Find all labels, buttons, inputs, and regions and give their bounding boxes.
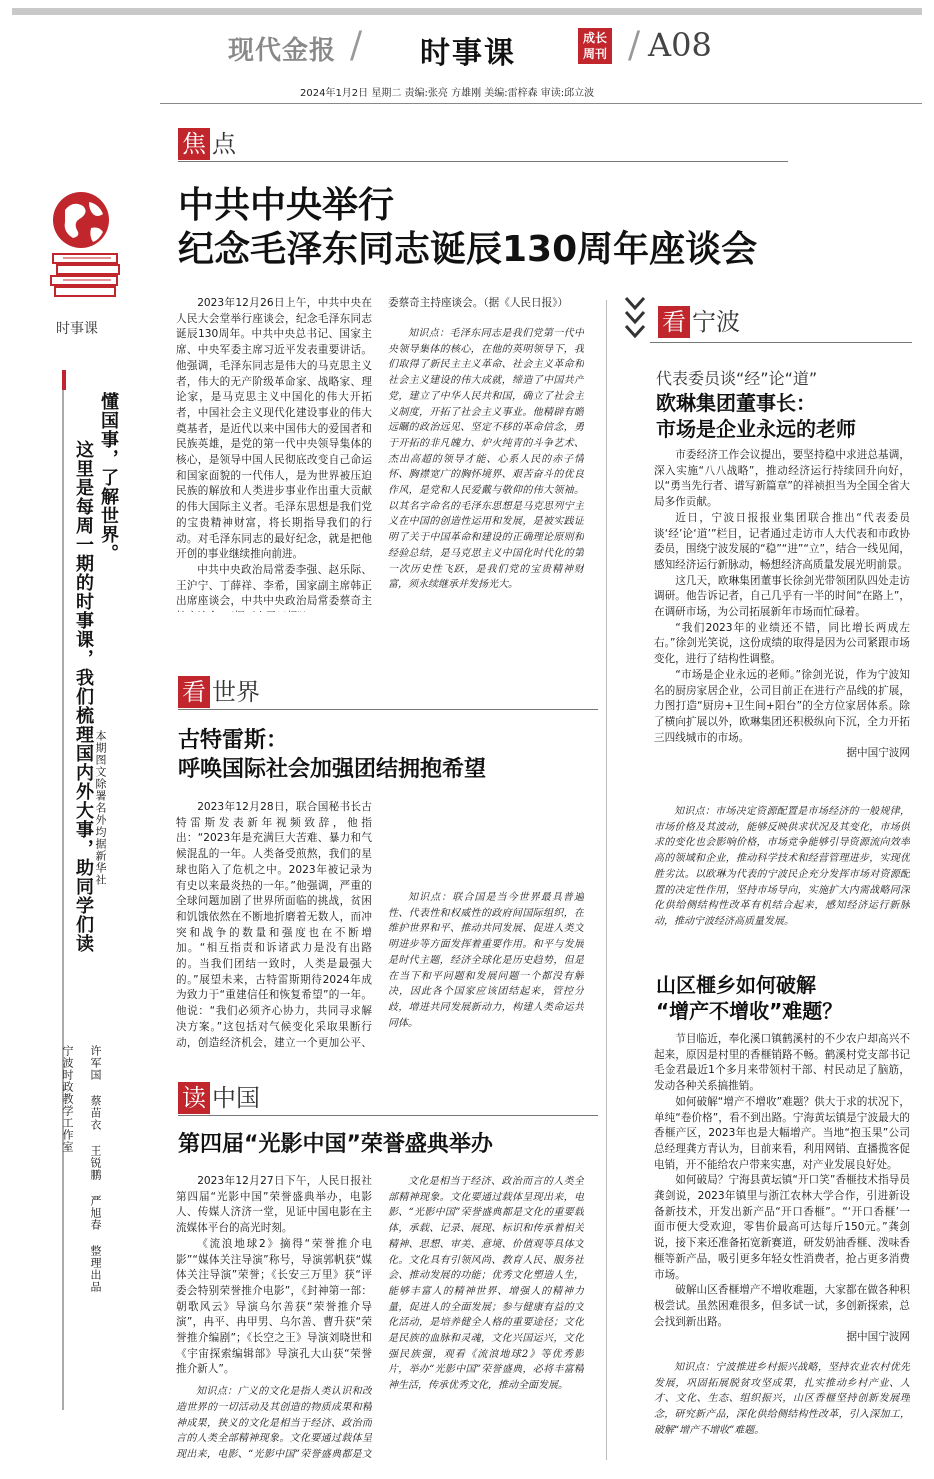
tag-rest: 世界 [212, 678, 260, 706]
knowledge-text: 知识点：宁波推进乡村振兴战略，坚持农业农村优先发展，巩固拓展脱贫攻坚成果，扎实推动乡村产业、人才、文化、生态、组织振兴，山区香榧坚持创新发展理念，研究新产品，深化供给侧结构性改革，引入深加工，破解“增产不增收”难题。 [654, 1362, 910, 1436]
paragraph: 2023年12月28日，联合国秘书长古特雷斯发表新年视频致辞，他指出：“2023年是充满巨大苦难、暴力和气候混乱的一年。人类备受煎熬，我们的星球也陷入了危机之中。2023年被记录为有史以来最炎热的一年。”他强调，严重的全球问题加剧了世界所面临的挑战，贫困和饥饿依然在不断地折磨着无数人，而冲突和战争的数量和强度也在不断增加。“相互指责和诉诸武力是没有出路的。当我们团结一致时，人类是最强大的。”展望未来，古特雷斯期待2024年成为致力于“重建信任和恢复希望”的一年。他说：“我们必须齐心协力，共同寻求解决方案。”这包括对气候变化采取果断行动，创造经济机会，建立一个更加公平、 [176, 801, 372, 1048]
page-number: A08 [648, 26, 712, 64]
world-headline [178, 726, 486, 784]
world-section-tag [178, 676, 260, 708]
headline-line: “增产不增收”难题？ [656, 999, 843, 1023]
rail-credit-studio: 宁波时政教学工作室 [61, 1045, 74, 1153]
section-rule [650, 342, 912, 343]
rail-accent [62, 370, 66, 390]
masthead-divider: / [350, 25, 363, 66]
section-rule [178, 161, 788, 162]
paragraph: 这几天，欧琳集团董事长徐剑光带领团队四处走访调研。他告诉记者，自己几乎有一半的时间“在路上”，在调研市场，为公司拓展新年市场而忙碌着。 [654, 574, 910, 619]
growth-weekly-badge [578, 28, 612, 64]
ningbo-headline-2 [656, 972, 842, 1024]
focus-section-tag [178, 128, 236, 160]
knowledge-text: 知识点：毛泽东同志是我们党第一代中央领导集体的核心，在他的英明领导下，我们取得了新民主主义革命、社会主义革命和社会主义建设的伟大成就，缔造了中国共产党，建立了中华人民共和国，确立了社会主义制度，开拓了社会主义事业。他精辟有瞻远瞩的政治远见、坚定不移的革命信念，勇于开拓的非凡魄力、炉火纯青的斗争艺术、杰出高超的领导才能、心系人民的赤子情怀、胸襟宽广的胸怀境界、艰苦奋斗的优良作风，是党和人民爱戴与敬仰的伟大领袖。以其名字命名的毛泽东思想是马克思列宁主义在中国的创造性运用和发展，是被实践证明了关于中国革命和建设的正确理论原则和经验总结，是马克思主义中国化时代化的第一次历史性飞跃，是我们党的宝贵精神财富，须永续继承并发扬光大。 [388, 328, 584, 591]
headline-line: 山区榧乡如何破解 [656, 973, 816, 997]
column-divider [606, 300, 607, 1460]
section-title: 时事课 [420, 36, 516, 71]
headline-line: 中共中央举行 [178, 185, 395, 226]
headline-line: 市场是企业永远的老师 [656, 417, 856, 441]
knowledge-text: 知识点：市场决定资源配置是市场经济的一般规律，市场价格及其波动，能够反映供求状况及其变化，市场供求的变化也会影响价格，市场竞争能够引导资源流向效率高的领域和企业，推动科学技术和经营管理进步，实现优胜劣汰。以欧琳为代表的宁波民企充分发挥市场对资源配置的决定性作用，坚持市场导向，实施扩大内需战略同深化供给侧结构性改革有机结合起来，感知经济运行新脉动，推动宁波经济高质量发展。 [654, 806, 910, 927]
dateline: 2024年1月2日 星期二 责编:张亮 方雄刚 美编:雷梓森 审读:邱立波 [300, 88, 595, 99]
paragraph: 如何破解“增产不增收”难题？供大于求的状况下，单纯“卷价格”，看不到出路。宁海黄坛镇是宁波最大的香榧产区，2023年也是大幅增产。当地“抱玉果”公司总经理龚方青认为，目前来看，利用网销、直播揽客促电销，开不能给农户带来实惠，对产业发展良好处。 [654, 1095, 910, 1171]
ningbo-headline [656, 390, 856, 442]
tag-first-char: 读 [178, 1082, 210, 1114]
rail-quote-line2: 这里是每周一期的时事课，我们梳理国内外大事，助同学们读 [73, 440, 94, 953]
paragraph: 如何破局？宁海县黄坛镇“开口笑”香榧技术指导员龚剑说，2023年镇里与浙江农林大学合作，引进新设备新技术，开发出新产品“开口香榧”。“‘开口香榧’一面市便大受欢迎，零售价最高可达每斤150元。”龚剑说，接下来还准备拓宽新赛道，研发奶油香榧、泼味香榧等新产品，吸引更多年轻女性消费者，抢占更多消费市场。 [654, 1174, 910, 1281]
tag-first-char: 看 [658, 306, 690, 338]
rail-label: 时事课 [56, 321, 98, 337]
paragraph-tail: 委蔡奇主持座谈会。（据《人民日报》） [388, 297, 569, 309]
knowledge-text: 知识点：广义的文化是指人类认识和改造世界的一切活动及其创造的物质成果和精神成果，狭义的文化是相当于经济、政治而言的人类全部精神现象。文化要通过载体呈现出来，电影、“光影中国”荣誉盛典都是文 [176, 1386, 372, 1460]
world-knowledge [388, 890, 584, 1048]
rail-credit-source: 本期图文除署名外均据新华社 [94, 730, 107, 886]
badge-line: 周刊 [582, 47, 607, 61]
rail-credit-editors: 许军国 蔡苗衣 王锐鹏 严旭春 整理出品 [89, 1045, 102, 1293]
ningbo-knowledge [654, 804, 910, 948]
world-article-body [176, 800, 372, 1048]
paragraph: 中共中央政治局常委李强、赵乐际、王沪宁、丁薛祥、李希，国家副主席韩正出席座谈会，中共中央政治局常委蔡奇主 [176, 563, 372, 608]
paragraph: “我们2023年的业绩还不错，同比增长两成左右。”徐剑光笑说，这份成绩的取得是因为公司紧跟市场变化，进行了结构性调整。 [654, 621, 910, 666]
paragraph: 破解山区香榧增产不增收难题，大家都在做各种积极尝试。虽然困难很多，但多试一试，多创新探索，总会找到新出路。 [654, 1284, 910, 1328]
header-rule [160, 103, 922, 104]
tag-rest: 中国 [212, 1084, 260, 1112]
china-headline: 第四届“光影中国”荣誉盛典举办 [178, 1132, 493, 1157]
ningbo-kicker: 代表委员谈“经”论“道” [656, 369, 818, 388]
source-credit: 据中国宁波网 [846, 1331, 910, 1344]
masthead-divider: / [628, 25, 641, 66]
china-knowledge-continued [388, 1174, 584, 1460]
knowledge-text: 知识点：联合国是当今世界最具普遍性、代表性和权威性的政府间国际组织，在维护世界和平、推动共同发展、促进人类文明进步等方面发挥着重要作用。和平与发展是时代主题，经济全球化是历史趋势，但是在当下和平问题和发展问题一个都没有解决，因此各个国家应该团结起来，管控分歧，增进共同发展新动力，构建人类命运共同体。 [388, 892, 584, 1029]
headline-line: 欧琳集团董事长： [656, 391, 816, 415]
section-rule [178, 709, 598, 710]
paragraph: 2023年12月26日上午，中共中央在人民大会堂举行座谈会，纪念毛泽东同志诞辰130周年。中共中央总书记、国家主席、中央军委主席习近平发表重要讲话。他强调，毛泽东同志是伟大的马克思主义者，伟大的无产阶级革命家、战略家、理论家，是马克思主义中国化的伟大开拓者，中国社会主义现代化建设事业的伟大奠基者，是近代以来中国伟大的爱国者和民族英雄，是党的第一代中央领导集体的核心，是领导中国人民彻底改变自己命运和国家面貌的一代伟人，是为世界被压迫民族的解放和人类进步事业作出重大贡献的伟大国际主义者。毛泽东思想是我们党的宝贵精神财富，将长期指导我们的行动。对毛泽东同志的最好纪念，就是把他开创的事业继续推向前进。 [176, 297, 372, 561]
paragraph: 近日，宁波日报报业集团联合推出“代表委员谈‘经’论‘道’”栏目，记者通过走访市人大代表和市政协委员，围绕宁波发展的“稳”“进”“立”，结合一线见闻，感知经济运行新脉动，畅想经济高质量发展光明前景。 [654, 511, 910, 571]
chevron-down-icon [624, 296, 646, 342]
source-credit: 据中国宁波网 [846, 747, 910, 760]
tag-first-char: 看 [178, 676, 210, 708]
headline-line: 呼唤国际社会加强团结拥抱希望 [178, 757, 487, 782]
focus-knowledge [388, 326, 584, 636]
paragraph: “市场是企业永远的老师。”徐剑光说，作为宁波知名的厨房家居企业，公司目前正在进行产品线的扩展，力图打造“厨房+卫生间+阳台”的全方位家居体系。除了横向扩展以外，欧琳集团还积极纵向下沉，全力开拓三四线城市的市场。 [654, 668, 910, 744]
tag-first-char: 焦 [178, 128, 210, 160]
headline-line: 古特雷斯： [178, 728, 289, 753]
section-rule [178, 1115, 598, 1116]
china-article-body [176, 1174, 372, 1460]
globe-books-icon [45, 180, 145, 320]
tag-rest: 宁波 [692, 308, 740, 336]
rail-quote-line1: 懂国事，了解世界。 [98, 392, 119, 563]
ningbo-article-body-2 [654, 1032, 910, 1354]
china-knowledge [176, 1384, 372, 1460]
top-rule [12, 8, 922, 15]
focus-article-tail [388, 296, 584, 316]
focus-article-body [176, 296, 372, 612]
ningbo-knowledge-2 [654, 1360, 910, 1464]
paper-name: 现代金报 [228, 36, 337, 66]
focus-headline [178, 184, 757, 272]
ningbo-section-tag [658, 306, 740, 338]
knowledge-text: 文化是相当于经济、政治而言的人类全部精神现象。文化要通过载体呈现出来，电影、“光影中国”荣誉盛典都是文化的重要载体，承载、记录、展现、标识和传承着相关精神、思想、审美、意境、价值观等具体文化。文化具有引领风尚、教育人民、服务社会、推动发展的功能；优秀文化塑造人生，能够丰富人的精神世界、增强人的精神力量，促进人的全面发展；参与健康有益的文化活动，是培养健全人格的重要途径；文化是民族的血脉和灵魂，文化兴国运兴，文化强民族强，观看《流浪地球2》等优秀影片，举办“光影中国”荣誉盛典，必将丰富精神生活，传承优秀文化，推动全面发展。 [388, 1176, 584, 1392]
paragraph: 2023年12月27日下午，人民日报社第四届“光影中国”荣誉盛典举办，电影人、传媒人济济一堂，见证中国电影在主流媒体平台的高光时刻。 [176, 1175, 372, 1235]
badge-line: 成长 [582, 31, 607, 45]
china-section-tag [178, 1082, 260, 1114]
ningbo-article-body [654, 448, 910, 794]
paragraph: 节目临近，奉化溪口镇鹤溪村的不少农户却高兴不起来，原因是村里的香榧销路不畅。鹤溪村党支部书记毛金君最近1个多月来带领村干部、村民动足了脑筋，发动各种关系搞推销。 [654, 1033, 910, 1093]
headline-line: 纪念毛泽东同志诞辰130周年座谈会 [178, 229, 758, 270]
tag-rest: 点 [212, 130, 236, 158]
paragraph: 市委经济工作会议提出，要坚持稳中求进总基调，深入实施“八八战略”，推动经济运行持续回升向好，以“勇当先行者、谱写新篇章”的祥祯担当为全国全省大局多作贡献。 [654, 449, 910, 509]
paragraph: 《流浪地球2》摘得“荣誉推介电影”“媒体关注导演”称号，导演郭帆获“媒体关注导演”荣誉；《长安三万里》获“评委会特别荣誉推介电影”，《封神第一部：朝歌风云》导演乌尔善获“荣誉推介导演”，冉平、冉甲男、乌尔善、曹升获“荣誉推介编剧”；《长空之王》导演刘晓世和《宇宙探索编辑部》导演孔大山获“荣誉推介新人”。 [176, 1237, 372, 1376]
